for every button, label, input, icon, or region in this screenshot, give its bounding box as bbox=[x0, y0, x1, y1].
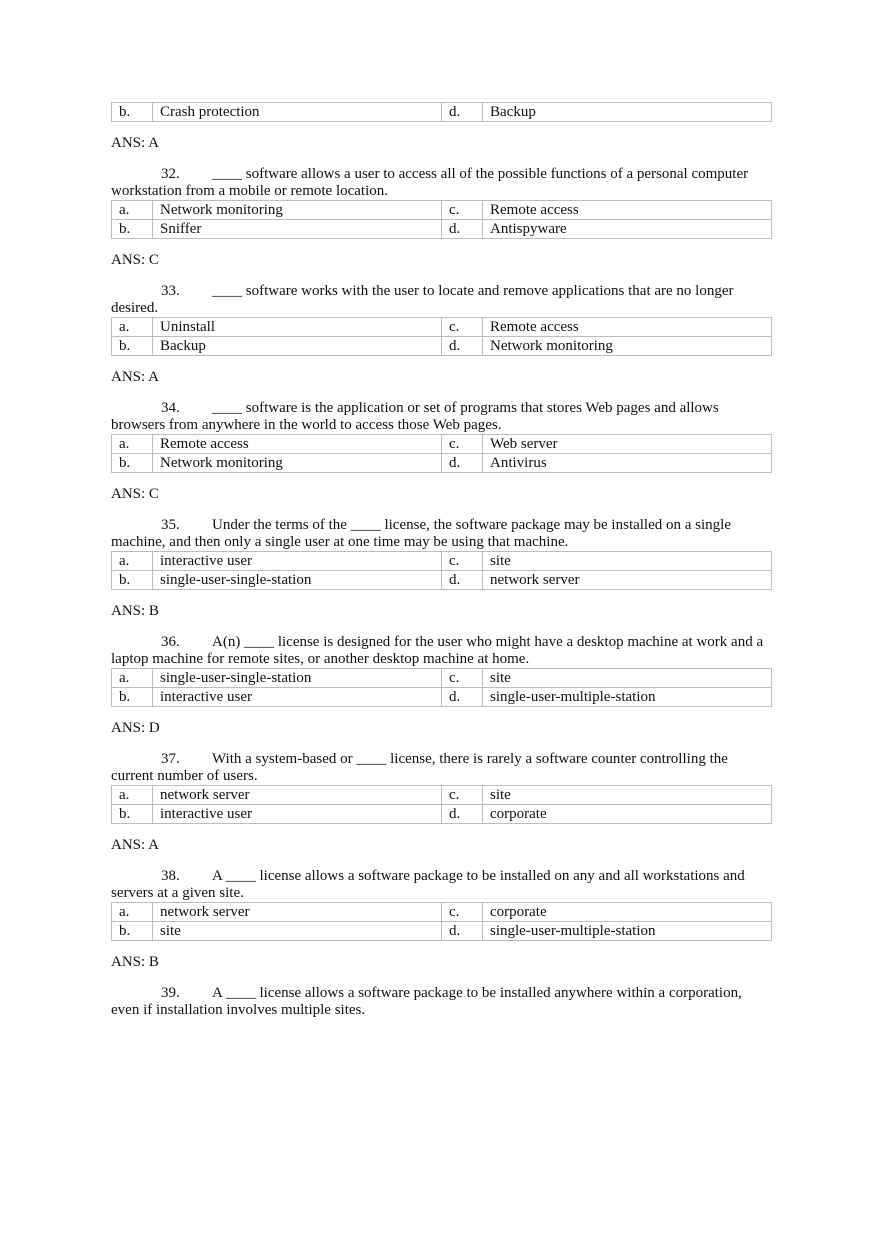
option-text: Uninstall bbox=[153, 318, 442, 337]
question-prompt bbox=[111, 634, 771, 668]
document-page bbox=[111, 102, 771, 1019]
options-table bbox=[111, 902, 772, 941]
option-letter: d. bbox=[442, 571, 483, 590]
option-text: network server bbox=[153, 903, 442, 922]
options-table bbox=[111, 200, 772, 239]
options-row bbox=[112, 337, 772, 356]
question-number: 38. bbox=[161, 868, 180, 884]
question-number: 33. bbox=[161, 283, 180, 299]
option-text: Sniffer bbox=[153, 220, 442, 239]
option-text: Network monitoring bbox=[483, 337, 772, 356]
answer-key: ANS: A bbox=[111, 135, 159, 151]
question-text: A ____ license allows a software package to be installed on any and all workstations and servers at a given site. bbox=[111, 868, 745, 901]
option-letter: b. bbox=[112, 103, 153, 122]
question-37 bbox=[111, 751, 771, 854]
question-prompt bbox=[111, 283, 771, 317]
answer-key: ANS: C bbox=[111, 252, 159, 268]
answer-key: ANS: A bbox=[111, 837, 159, 853]
options-table bbox=[111, 551, 772, 590]
option-text: Backup bbox=[153, 337, 442, 356]
options-row bbox=[112, 903, 772, 922]
question-32 bbox=[111, 166, 771, 269]
option-text: Antispyware bbox=[483, 220, 772, 239]
option-text: single-user-multiple-station bbox=[483, 922, 772, 941]
answer-key: ANS: B bbox=[111, 603, 159, 619]
option-letter: b. bbox=[112, 454, 153, 473]
options-row bbox=[112, 220, 772, 239]
option-letter: d. bbox=[442, 220, 483, 239]
options-row bbox=[112, 571, 772, 590]
option-letter: d. bbox=[442, 103, 483, 122]
option-letter: d. bbox=[442, 688, 483, 707]
answer-key: ANS: B bbox=[111, 954, 159, 970]
option-letter: c. bbox=[442, 786, 483, 805]
question-number: 34. bbox=[161, 400, 180, 416]
question-prompt bbox=[111, 985, 771, 1019]
options-table bbox=[111, 434, 772, 473]
option-text: Remote access bbox=[483, 318, 772, 337]
option-letter: c. bbox=[442, 318, 483, 337]
options-table bbox=[111, 668, 772, 707]
option-text: site bbox=[483, 669, 772, 688]
option-letter: b. bbox=[112, 337, 153, 356]
option-text: site bbox=[483, 786, 772, 805]
option-letter: a. bbox=[112, 786, 153, 805]
option-text: interactive user bbox=[153, 805, 442, 824]
options-row bbox=[112, 922, 772, 941]
option-text: Antivirus bbox=[483, 454, 772, 473]
options-row bbox=[112, 201, 772, 220]
question-text: With a system-based or ____ license, there is rarely a software counter controlling the current number of users. bbox=[111, 751, 728, 784]
question-prompt bbox=[111, 517, 771, 551]
answer-key: ANS: A bbox=[111, 369, 159, 385]
option-text: single-user-single-station bbox=[153, 571, 442, 590]
question-text: ____ software allows a user to access all of the possible functions of a personal computer workstation from a mobile or remote location. bbox=[111, 166, 749, 199]
option-letter: d. bbox=[442, 454, 483, 473]
option-text: Web server bbox=[483, 435, 772, 454]
option-text: corporate bbox=[483, 805, 772, 824]
answer-key: ANS: D bbox=[111, 720, 160, 736]
question-38 bbox=[111, 868, 771, 971]
question-39 bbox=[111, 985, 771, 1019]
question-31-continuation bbox=[111, 102, 771, 152]
options-row bbox=[112, 669, 772, 688]
options-table bbox=[111, 102, 772, 122]
option-letter: d. bbox=[442, 337, 483, 356]
option-letter: b. bbox=[112, 922, 153, 941]
option-text: network server bbox=[483, 571, 772, 590]
option-text: Backup bbox=[483, 103, 772, 122]
options-row bbox=[112, 454, 772, 473]
question-text: A(n) ____ license is designed for the user who might have a desktop machine at work and a laptop machine for remote sites, or another desktop machine at home. bbox=[111, 634, 764, 667]
option-letter: b. bbox=[112, 688, 153, 707]
option-letter: a. bbox=[112, 552, 153, 571]
options-table bbox=[111, 317, 772, 356]
option-text: Crash protection bbox=[153, 103, 442, 122]
question-36 bbox=[111, 634, 771, 737]
option-text: single-user-single-station bbox=[153, 669, 442, 688]
question-text: Under the terms of the ____ license, the software package may be installed on a single machine, and then only a single user at one time may be using that machine. bbox=[111, 517, 731, 550]
question-prompt bbox=[111, 166, 771, 200]
option-text: Network monitoring bbox=[153, 454, 442, 473]
option-text: Network monitoring bbox=[153, 201, 442, 220]
question-prompt bbox=[111, 751, 771, 785]
option-letter: c. bbox=[442, 903, 483, 922]
option-letter: c. bbox=[442, 435, 483, 454]
option-text: single-user-multiple-station bbox=[483, 688, 772, 707]
option-letter: a. bbox=[112, 201, 153, 220]
option-text: corporate bbox=[483, 903, 772, 922]
options-row bbox=[112, 318, 772, 337]
option-letter: b. bbox=[112, 571, 153, 590]
option-letter: c. bbox=[442, 669, 483, 688]
question-number: 39. bbox=[161, 985, 180, 1001]
option-letter: c. bbox=[442, 201, 483, 220]
option-text: site bbox=[483, 552, 772, 571]
options-row bbox=[112, 435, 772, 454]
options-table bbox=[111, 785, 772, 824]
question-number: 36. bbox=[161, 634, 180, 650]
option-letter: b. bbox=[112, 805, 153, 824]
options-row bbox=[112, 103, 772, 122]
options-row bbox=[112, 786, 772, 805]
option-letter: a. bbox=[112, 435, 153, 454]
option-letter: b. bbox=[112, 220, 153, 239]
question-text: ____ software works with the user to locate and remove applications that are no longer desired. bbox=[111, 283, 734, 316]
question-number: 37. bbox=[161, 751, 180, 767]
option-text: Remote access bbox=[153, 435, 442, 454]
options-row bbox=[112, 688, 772, 707]
question-number: 35. bbox=[161, 517, 180, 533]
question-prompt bbox=[111, 868, 771, 902]
question-prompt bbox=[111, 400, 771, 434]
option-letter: c. bbox=[442, 552, 483, 571]
options-row bbox=[112, 805, 772, 824]
question-number: 32. bbox=[161, 166, 180, 182]
options-row bbox=[112, 552, 772, 571]
question-text: A ____ license allows a software package to be installed anywhere within a corporation, even if installation involves multiple sites. bbox=[111, 985, 742, 1018]
option-text: interactive user bbox=[153, 688, 442, 707]
option-letter: a. bbox=[112, 669, 153, 688]
option-text: interactive user bbox=[153, 552, 442, 571]
option-letter: d. bbox=[442, 805, 483, 824]
option-letter: a. bbox=[112, 318, 153, 337]
question-35 bbox=[111, 517, 771, 620]
option-letter: a. bbox=[112, 903, 153, 922]
question-text: ____ software is the application or set of programs that stores Web pages and allows browsers from anywhere in the world to access those Web pages. bbox=[111, 400, 719, 433]
option-letter: d. bbox=[442, 922, 483, 941]
question-34 bbox=[111, 400, 771, 503]
option-text: Remote access bbox=[483, 201, 772, 220]
option-text: network server bbox=[153, 786, 442, 805]
question-33 bbox=[111, 283, 771, 386]
answer-key: ANS: C bbox=[111, 486, 159, 502]
option-text: site bbox=[153, 922, 442, 941]
